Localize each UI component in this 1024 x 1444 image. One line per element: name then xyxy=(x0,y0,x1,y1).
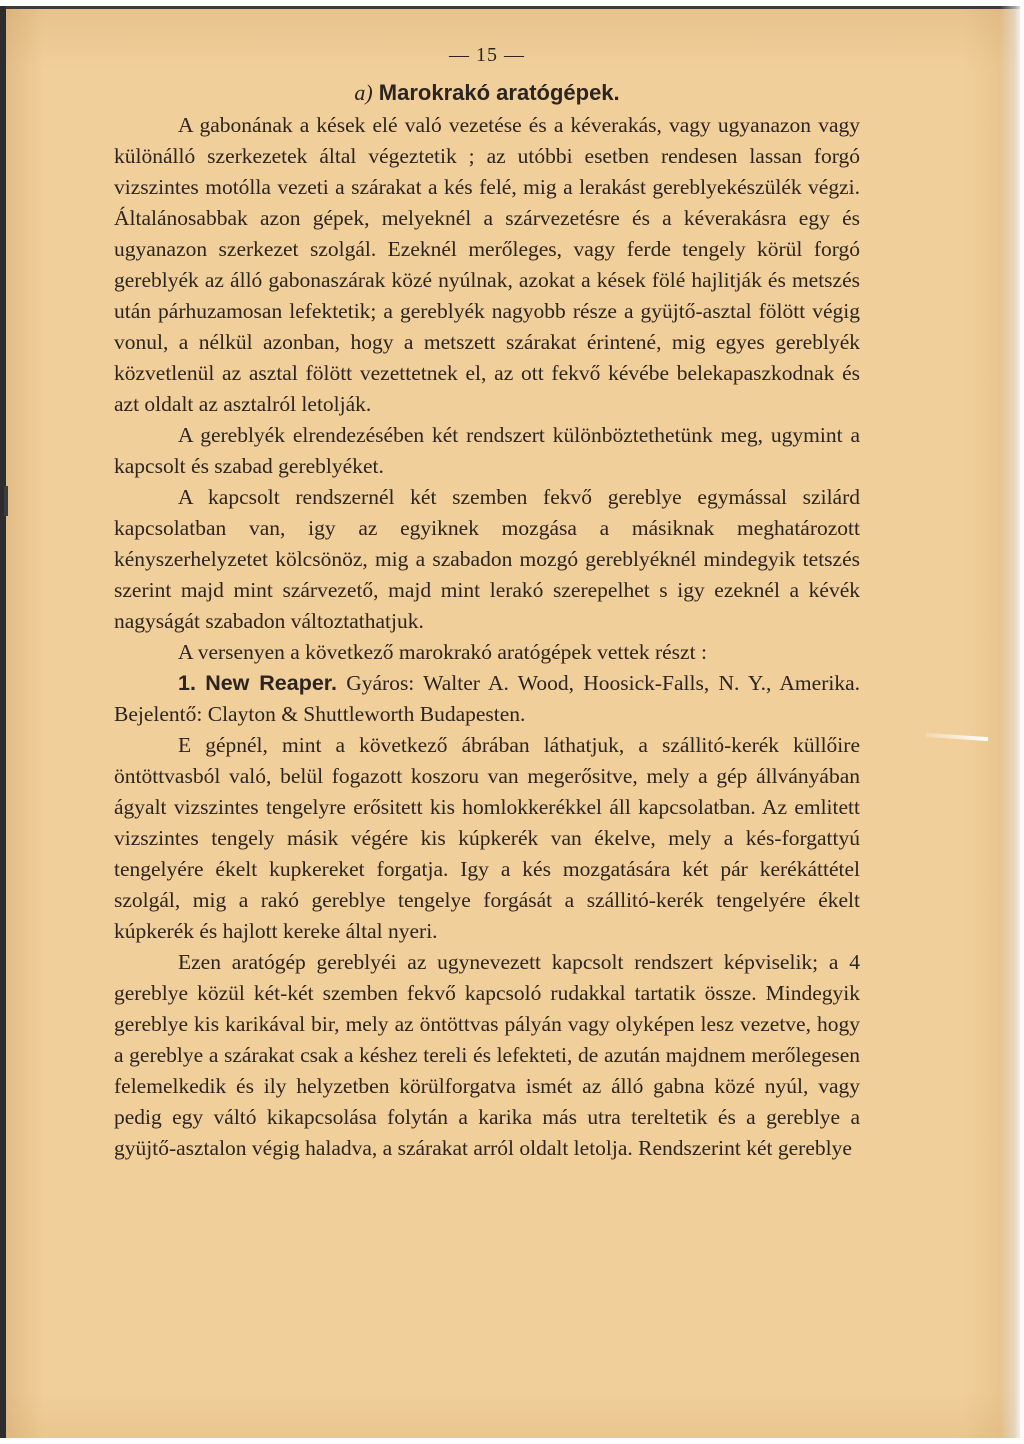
paragraph: A kapcsolt rendszernél két szemben fekvő gereblye egymással szilárd kapcsolatban van, igy az egyiknek mozgása a másiknak meghatározott kényszerhelyzetet kölcsönöz, mig a szabadon mozgó gereblyéknél mindegyik tetszés szerint majd mint szárvezető, majd mint lerakó szerepelhet s igy ezeknél a kévék nagyságát szabadon változtathatjuk. xyxy=(114,485,860,633)
section-title: Marokrakó aratógépek. xyxy=(378,80,620,105)
paragraph: E gépnél, mint a következő ábrában láthatjuk, a szállitó-kerék küllőire öntöttvasból való, belül fogazott koszoru van megerősitve, mely a gép állványában ágyalt vizszintes tengelyre erősitett kis homlokkerékkel áll kapcsolatban. Az emlitett vizszintes tengely másik végére kis kúpkerék van ékelve, mely a kés-forgattyú tengelyére ékelt kupkereket forgatja. Igy a kés mozgatására két pár kerékáttétel szolgál, mig a rakó gereblye tengelye forgását a szállitó-kerék tengelyére ékelt kúpkerék és hajlott kereke által nyeri. xyxy=(114,733,860,943)
paragraph: A versenyen a következő marokrakó aratógépek vettek részt : xyxy=(178,640,707,664)
machine-entry-details: Gyáros: Walter A. Wood, Hoosick-Falls, N. Y., Amerika. Bejelentő: Clayton & Shuttleworth Budapesten. xyxy=(114,671,860,726)
paragraph: A gabonának a kések elé való vezetése és a kéverakás, vagy ugyanazon vagy különálló szerkezetek által végeztetik ; az utóbbi esetben rendesen lassan forgó vizszintes motólla vezeti a szárakat a kés felé, mig a lerakást gereblyekészülék végzi. Általánosabbak azon gépek, melyeknél a szárvezetésre és a kéverakásra egy és ugyanazon szerkezet szolgál. Ezeknél merőleges, vagy ferde tengely körül forgó gereblyék az álló gabonaszárak közé nyúlnak, azokat a kések fölé hajlitják és metszés után párhuzamosan lefektetik; a gereblyék nagyobb része a gyüjtő-asztal fölött végig vonul, a nélkül azonban, hogy a metszett szárakat érintené, mig egyes gereblyék közvetlenül az asztal fölött vezettetnek el, az ott fekvő kévébe belekapaszkodnak és azt oldalt az asztalról letolják. xyxy=(114,113,860,416)
machine-entry-name: New Reaper. xyxy=(205,671,337,695)
page-binding-edge xyxy=(0,6,6,1438)
machine-entry-number: 1. xyxy=(178,671,196,695)
page-number: — 15 — xyxy=(449,44,525,66)
paragraph: A gereblyék elrendezésében két rendszert különböztethetünk meg, ugymint a kapcsolt és szabad gereblyéket. xyxy=(114,423,860,478)
page-content xyxy=(114,40,860,1164)
edge-mark xyxy=(4,486,8,516)
machine-entry xyxy=(114,668,860,730)
page-right-margin xyxy=(1000,6,1024,1438)
section-marker: a) xyxy=(354,80,373,105)
section-heading xyxy=(114,76,860,110)
paragraph: Ezen aratógép gereblyéi az ugynevezett kapcsolt rendszert képviselik; a 4 gereblye közül két-két szemben fekvő kapcsoló rudakkal tartatik össze. Mindegyik gereblye kis karikával bir, mely az öntöttvas pályán vagy olyképen lesz vezetve, hogy a gereblye a szárakat csak a késhez tereli és lefekteti, de azután majdnem merőlegesen felemelkedik és ily helyzetben körülforgatva ismét az álló gabna közé nyúl, vagy pedig egy váltó kikapcsolása folytán a karika más utra tereltetik és a gereblye a gyüjtő-asztalon végig haladva, a szárakat arról oldalt letolja. Rendszerint két gereblye xyxy=(114,950,860,1160)
